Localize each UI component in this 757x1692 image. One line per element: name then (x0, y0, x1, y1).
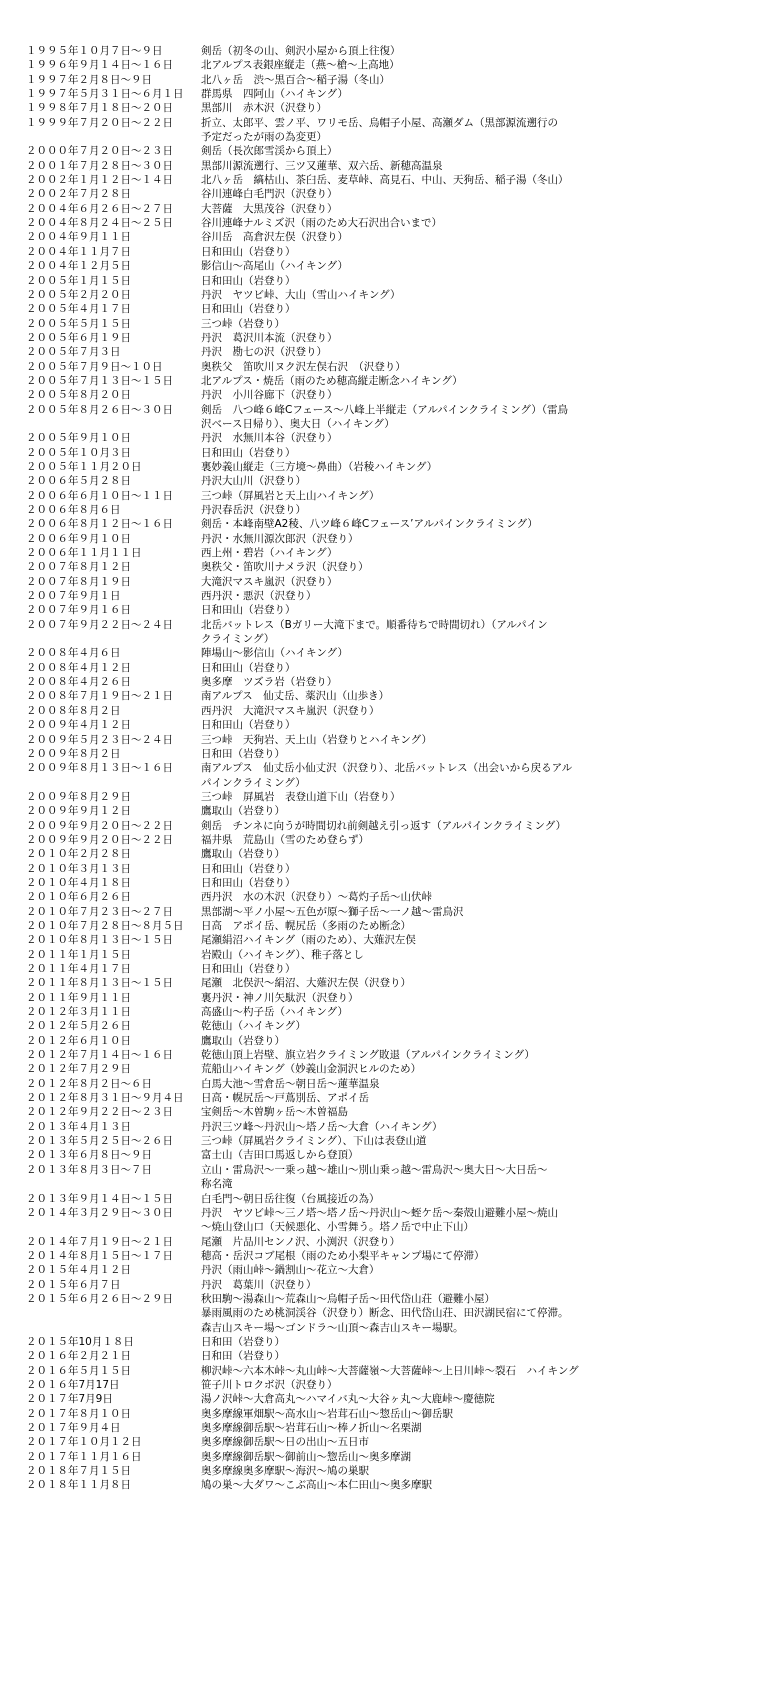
log-entry (26, 159, 746, 173)
log-entry (26, 1392, 746, 1406)
log-entry (26, 761, 746, 790)
entry-date: ２０１７年１１月１６日 (26, 1450, 142, 1463)
log-entry (26, 345, 746, 359)
entry-description: 丹沢三ツ峰～丹沢山～塔ノ岳～大倉（ハイキング） (201, 1120, 443, 1133)
entry-date: ２００５年６月１９日 (26, 331, 131, 344)
log-entry (26, 187, 746, 201)
climbing-log-list (26, 44, 746, 1493)
log-entry (26, 517, 746, 531)
entry-date: １９９９年７月２０日～２２日 (26, 116, 173, 129)
entry-date: ２００９年９月２０日～２２日 (26, 819, 173, 832)
log-entry (26, 446, 746, 460)
log-entry (26, 1206, 746, 1235)
entry-description: 南アルプス 仙丈岳、薬沢山（山歩き） (201, 690, 390, 703)
entry-date: １９９８年７月１８日～２０日 (26, 102, 173, 115)
log-entry (26, 1034, 746, 1048)
entry-description: 日高・幌尻岳～戸蔦別岳、アポイ岳 (201, 1092, 369, 1105)
log-entry (26, 1278, 746, 1292)
entry-date: ２０１５年４月１２日 (26, 1264, 131, 1277)
entry-description: 北八ヶ岳 渋～黒百合～稲子湯（冬山） (201, 73, 390, 86)
entry-description: 奥多摩線御岳駅～日の出山～五日市 (201, 1436, 369, 1449)
log-entry (26, 1019, 746, 1033)
log-entry (26, 689, 746, 703)
entry-description: 丹沢・水無川源次郎沢（沢登り） (201, 532, 359, 545)
entry-date: ２０１８年７月１５日 (26, 1465, 131, 1478)
log-entry (26, 1435, 746, 1449)
log-entry (26, 87, 746, 101)
entry-date: ２０１０年２月２８日 (26, 848, 131, 861)
entry-date: ２０１０年７月２３日～２７日 (26, 905, 173, 918)
entry-description: 湯ノ沢峠～大倉高丸～ハマイバ丸～大谷ヶ丸～大鹿峠～慶徳院 (201, 1393, 495, 1406)
entry-description: 日和田山（岩登り） (201, 446, 296, 459)
entry-description: 南アルプス 仙丈岳小仙丈沢（沢登り）、北岳バットレス（出会いから戻るアル パインクライミング） (201, 762, 573, 789)
entry-description: 西丹沢 水の木沢（沢登り）～葛灼子岳～山伏峠 (201, 891, 432, 904)
entry-description: 折立、太郎平、雲ノ平、ワリモ岳、烏帽子小屋、高瀬ダム（黒部源流遡行の 予定だったが雨の為変更） (201, 116, 558, 144)
entry-description: 大滝沢マスキ嵐沢（沢登り） (201, 575, 338, 588)
log-entry (26, 288, 746, 302)
log-entry (26, 976, 746, 990)
entry-date: ２０１２年７月１４日～１６日 (26, 1049, 173, 1062)
log-entry (26, 360, 746, 374)
log-entry (26, 1048, 746, 1062)
log-entry (26, 675, 746, 689)
entry-date: ２０１０年８月１３日～１５日 (26, 934, 173, 947)
log-entry (26, 532, 746, 546)
log-entry (26, 962, 746, 976)
entry-date: ２００６年６月１０日～１１日 (26, 489, 173, 502)
entry-description: 丹沢 小川谷廊下（沢登り） (201, 389, 338, 402)
log-entry (26, 230, 746, 244)
entry-date: ２００４年６月２６日～２７日 (26, 202, 173, 215)
log-entry (26, 890, 746, 904)
entry-description: 笹子川トロクボ沢（沢登り） (201, 1378, 338, 1391)
entry-date: ２０１７年９月４日 (26, 1422, 121, 1434)
entry-date: ２００４年１１月７日 (26, 245, 131, 258)
log-entry (26, 474, 746, 488)
entry-description: 鷹取山（岩登り） (201, 805, 285, 818)
entry-description: 谷川岳 高倉沢左俣（沢登り） (201, 231, 348, 244)
log-entry (26, 919, 746, 933)
log-entry (26, 1163, 746, 1192)
entry-date: ２０１１年４月１７日 (26, 963, 131, 975)
entry-date: ２０１６年５月１５日 (26, 1364, 131, 1377)
entry-description: 陣場山～影信山（ハイキング） (201, 647, 348, 660)
entry-date: ２００８年４月１２日 (26, 661, 131, 674)
log-entry (26, 991, 746, 1005)
log-entry (26, 73, 746, 87)
entry-description: 日和田山（岩登り） (201, 876, 296, 889)
entry-description: 丹沢春岳沢（沢登り） (201, 504, 306, 516)
log-entry (26, 116, 746, 145)
entry-description: 谷川連峰ナルミズ沢（雨のため大石沢出合いまで） (201, 217, 442, 230)
entry-date: ２０１５年６月２６日～２９日 (26, 1292, 173, 1305)
log-entry (26, 1263, 746, 1277)
log-entry (26, 1077, 746, 1091)
entry-date: １９９６年９月１４日～１６日 (26, 59, 173, 72)
entry-date: ２０１１年１月１５日 (26, 948, 131, 961)
entry-date: １９９７年２月８日～９日 (26, 73, 152, 86)
entry-description: 大菩薩 大黒茂谷（沢登り） (201, 202, 338, 215)
entry-description: 西丹沢 大滝沢マスキ嵐沢（沢登り） (201, 704, 380, 717)
log-entry (26, 1335, 746, 1349)
log-entry (26, 144, 746, 158)
log-entry (26, 1421, 746, 1435)
entry-description: 日和田山（岩登り） (201, 862, 296, 875)
entry-date: ２０１２年８月３１日～９月４日 (26, 1092, 184, 1105)
entry-date: ２００７年９月１６日 (26, 604, 131, 617)
entry-description: 乾徳山（ハイキング） (201, 1020, 306, 1033)
entry-date: ２００９年５月２３日～２４日 (26, 733, 173, 746)
entry-description: 尾瀬 片品川センノ沢、小渕沢（沢登り） (201, 1235, 401, 1248)
entry-date: ２００８年８月２日 (26, 704, 121, 717)
log-entry (26, 489, 746, 503)
log-entry (26, 876, 746, 890)
log-entry (26, 1005, 746, 1019)
log-entry (26, 245, 746, 259)
entry-description: 日和田（岩登り） (201, 747, 285, 760)
entry-description: 日和田（岩登り） (201, 1350, 285, 1363)
entry-description: 日和田山（岩登り） (201, 303, 296, 316)
entry-description: 剣岳（初冬の山、剣沢小屋から頂上往復） (201, 45, 401, 57)
entry-date: ２０１３年８月３日～７日 (26, 1163, 152, 1176)
entry-date: ２００９年８月２日 (26, 747, 121, 760)
entry-description: 三つ峠（岩登り） (201, 317, 285, 330)
entry-date: ２０１２年９月２２日～２３日 (26, 1106, 173, 1119)
entry-description: 日和田（岩登り） (201, 1335, 285, 1348)
entry-description: 白馬大池～雪倉岳～朝日岳～蓮華温泉 (201, 1077, 380, 1090)
entry-description: 丹沢 ヤツビ峠～三ノ塔～塔ノ岳～丹沢山～蛭ケ岳～秦殻山避難小屋～焼山 ～焼山登山口（天候悪化、小雪舞う。塔ノ岳で中止下山） (201, 1206, 558, 1234)
log-entry (26, 1464, 746, 1478)
entry-description: 立山・雷鳥沢～一乗っ越～雄山～別山乗っ越～雷鳥沢～奥大日～大日岳～ 称名滝 (201, 1163, 548, 1191)
entry-date: ２０１３年４月１３日 (26, 1120, 131, 1133)
entry-date: ２０１３年６月８日～９日 (26, 1149, 152, 1162)
entry-date: ２０１２年６月１０日 (26, 1034, 131, 1047)
entry-description: 裏丹沢・神ノ川矢駄沢（沢登り） (201, 991, 359, 1004)
entry-date: ２０１７年８月１０日 (26, 1407, 131, 1420)
log-entry (26, 603, 746, 617)
log-entry (26, 575, 746, 589)
entry-date: ２０１１年９月１１日 (26, 991, 131, 1004)
entry-description: 北アルプス・焼岳（雨のため穂高縦走断念ハイキング） (201, 374, 463, 387)
entry-description: 尾瀬 北俣沢～絹沼、大薙沢左俣（沢登り） (201, 977, 411, 990)
entry-date: ２０１２年７月２９日 (26, 1063, 131, 1076)
entry-description: 日和田山（岩登り） (201, 604, 296, 617)
entry-description: 日和田山（岩登り） (201, 245, 296, 258)
log-entry (26, 804, 746, 818)
log-entry (26, 1478, 746, 1492)
log-entry (26, 1450, 746, 1464)
entry-description: 奥多摩線御岳駅～御前山～惣岳山～奥多摩湖 (201, 1450, 411, 1463)
entry-description: 日和田山（岩登り） (201, 963, 296, 975)
entry-date: ２０１４年８月１５日～１７日 (26, 1249, 173, 1262)
entry-description: 奥多摩線御岳駅～岩茸石山～棒ノ折山～名栗湖 (201, 1422, 422, 1434)
entry-description: 丹沢 葛沢川本流（沢登り） (201, 331, 338, 344)
entry-description: 丹沢 ヤツビ峠、大山（雪山ハイキング） (201, 288, 401, 301)
entry-date: ２００１年７月２８日～３０日 (26, 159, 173, 172)
entry-date: ２００９年８月１３日～１６日 (26, 762, 173, 775)
entry-date: ２０１５年６月７日 (26, 1278, 121, 1291)
entry-date: ２００５年７月１３日～１５日 (26, 374, 173, 387)
log-entry (26, 1249, 746, 1263)
entry-description: 三つ峠（屏風岩と天上山ハイキング） (201, 489, 380, 502)
entry-description: 三つ峠（屏風岩クライミング）、下山は表登山道 (201, 1135, 427, 1148)
log-entry (26, 460, 746, 474)
entry-date: ２０１１年８月１３日～１５日 (26, 977, 173, 990)
entry-date: ２００６年１１月１１日 (26, 547, 142, 560)
entry-date: ２００７年９月１日 (26, 590, 121, 603)
log-entry (26, 374, 746, 388)
entry-date: ２００７年９月２２日～２４日 (26, 618, 173, 631)
entry-date: ２０１０年７月２８日～８月５日 (26, 919, 184, 932)
entry-description: 高盛山～杓子岳（ハイキング） (201, 1006, 348, 1019)
entry-date: ２００９年９月１２日 (26, 805, 131, 818)
entry-date: ２００８年４月６日 (26, 647, 121, 660)
entry-description: 丹沢 水無川本谷（沢登り） (201, 432, 338, 445)
entry-description: 北アルプス表銀座縦走（燕～槍～上高地） (201, 59, 400, 72)
log-entry (26, 546, 746, 560)
log-entry (26, 661, 746, 675)
log-entry (26, 589, 746, 603)
log-entry (26, 704, 746, 718)
log-entry (26, 747, 746, 761)
log-entry (26, 317, 746, 331)
entry-description: 日高 アポイ岳、幌尻岳（多雨のため断念） (201, 919, 411, 932)
entry-date: ２０１３年５月２５日～２６日 (26, 1135, 173, 1148)
log-entry (26, 302, 746, 316)
entry-date: ２０１２年３月１１日 (26, 1006, 131, 1019)
log-entry (26, 101, 746, 115)
log-entry (26, 560, 746, 574)
entry-date: ２００９年８月２９日 (26, 790, 131, 803)
entry-date: ２００５年４月１７日 (26, 303, 131, 316)
entry-description: 丹沢 葛葉川（沢登り） (201, 1278, 317, 1291)
log-entry (26, 58, 746, 72)
log-entry (26, 862, 746, 876)
entry-description: 三つ峠 天狗岩、天上山（岩登りとハイキング） (201, 733, 432, 746)
entry-description: 富士山（吉田口馬返しから登頂） (201, 1149, 359, 1162)
entry-date: ２０１７年7月9日 (26, 1393, 113, 1406)
entry-date: １９９５年１０月７日～９日 (26, 45, 163, 57)
entry-date: ２００６年８月１２日～１６日 (26, 518, 173, 531)
entry-date: ２００４年１２月５日 (26, 260, 131, 273)
entry-description: 奥多摩線軍畑駅～高水山～岩茸石山～惣岳山～御岳駅 (201, 1407, 453, 1420)
entry-description: 北八ヶ岳 縞枯山、茶臼岳、麦草峠、高見石、中山、天狗岳、稲子湯（冬山） (201, 174, 569, 187)
entry-date: ２００５年７月３日 (26, 346, 121, 359)
entry-date: ２０００年７月２０日～２３日 (26, 145, 173, 158)
entry-date: ２０１０年６月２６日 (26, 891, 131, 904)
log-entry (26, 1091, 746, 1105)
log-entry (26, 1378, 746, 1392)
entry-date: ２００７年８月１２日 (26, 561, 131, 574)
entry-description: 鷹取山（岩登り） (201, 848, 285, 861)
log-entry (26, 1120, 746, 1134)
log-entry (26, 847, 746, 861)
entry-date: ２０１４年７月１９日～２１日 (26, 1235, 173, 1248)
log-entry (26, 202, 746, 216)
log-entry (26, 948, 746, 962)
log-entry (26, 1062, 746, 1076)
entry-date: ２０１０年３月１３日 (26, 862, 131, 875)
entry-description: 穂高・岳沢コブ尾根（雨のため小梨平キャンプ場にて停滞） (201, 1249, 485, 1262)
log-entry (26, 833, 746, 847)
log-entry (26, 274, 746, 288)
entry-description: 乾徳山頂上岩壁、旗立岩クライミング敗退（アルパインクライミング） (201, 1049, 535, 1062)
entry-description: 岩殿山（ハイキング）、稚子落とし (201, 948, 364, 961)
log-entry (26, 1349, 746, 1363)
entry-description: 谷川連峰白毛門沢（沢登り） (201, 188, 338, 201)
log-entry (26, 718, 746, 732)
entry-date: ２０１２年５月２６日 (26, 1020, 131, 1033)
entry-date: ２０１６年２月２１日 (26, 1350, 131, 1363)
log-entry (26, 259, 746, 273)
log-entry (26, 933, 746, 947)
entry-description: 日和田山（岩登り） (201, 661, 296, 674)
entry-description: 黒部川 赤木沢（沢登り） (201, 102, 327, 115)
entry-date: ２００５年８月２０日 (26, 389, 131, 402)
entry-date: ２００５年２月２０日 (26, 288, 131, 301)
entry-date: ２０１８年１１月８日 (26, 1479, 131, 1492)
log-entry (26, 173, 746, 187)
entry-description: 日和田山（岩登り） (201, 274, 296, 287)
entry-description: 日和田山（岩登り） (201, 719, 296, 732)
entry-date: ２０１７年１０月１２日 (26, 1436, 142, 1449)
log-entry (26, 1148, 746, 1162)
entry-date: ２００７年８月１９日 (26, 575, 131, 588)
log-entry (26, 44, 746, 58)
entry-date: ２００５年９月１０日 (26, 432, 131, 445)
log-entry (26, 1192, 746, 1206)
entry-description: 奥秩父 笛吹川ヌク沢左俣右沢 （沢登り） (201, 360, 406, 373)
entry-date: ２００５年１月１５日 (26, 274, 131, 287)
log-entry (26, 905, 746, 919)
entry-date: ２００５年５月１５日 (26, 317, 131, 330)
entry-description: 西上州・碧岩（ハイキング） (201, 547, 338, 560)
entry-description: 丹沢大山川（沢登り） (201, 475, 306, 488)
log-entry (26, 1364, 746, 1378)
entry-date: ２００６年９月１０日 (26, 532, 131, 545)
log-entry (26, 1235, 746, 1249)
entry-description: 剣岳 八つ峰６峰Cフェース～八峰上半縦走（アルパインクライミング）（雷鳥 沢ベース日帰り）、奥大日（ハイキング） (201, 403, 568, 430)
entry-description: 奥秩父・笛吹川ナメラ沢（沢登り） (201, 561, 369, 574)
entry-description: 西丹沢・悪沢（沢登り） (201, 590, 317, 603)
entry-description: 鳩の巣～大ダワ～こぶ高山～本仁田山～奥多摩駅 (201, 1479, 432, 1492)
log-entry (26, 733, 746, 747)
entry-date: ２０１３年９月１４日～１５日 (26, 1192, 173, 1205)
entry-date: ２００６年５月２８日 (26, 475, 131, 488)
entry-date: ２００５年１１月２０日 (26, 460, 142, 473)
log-entry (26, 216, 746, 230)
entry-description: 福井県 荒島山（雪のため登らず） (201, 833, 369, 846)
entry-description: 奥多摩線奥多摩駅～海沢～鳩の巣駅 (201, 1465, 369, 1478)
log-entry (26, 503, 746, 517)
entry-date: ２００８年７月１９日～２１日 (26, 690, 173, 703)
entry-description: 柳沢峠～六本木峠～丸山峠～大菩薩嶺～大菩薩峠～上日川峠～裂石 ハイキング (201, 1364, 579, 1377)
entry-date: ２００２年７月２８日 (26, 188, 131, 201)
entry-description: 荒船山ハイキング（妙義山金洞沢ヒルのため） (201, 1063, 422, 1076)
log-entry (26, 819, 746, 833)
entry-date: ２００５年７月９日～１０日 (26, 360, 163, 373)
entry-description: 影信山～高尾山（ハイキング） (201, 260, 348, 273)
log-entry (26, 790, 746, 804)
entry-date: ２００２年１月１２日～１４日 (26, 174, 173, 187)
entry-description: 白毛門～朝日岳往復（台風接近の為） (201, 1192, 380, 1205)
log-entry (26, 1134, 746, 1148)
log-entry (26, 1292, 746, 1335)
entry-date: ２００５年８月２６日～３０日 (26, 403, 173, 416)
log-entry (26, 618, 746, 647)
entry-description: 丹沢 勘七の沢（沢登り） (201, 346, 327, 359)
entry-description: 剣岳（長次郎雪渓から頂上） (201, 145, 338, 158)
entry-date: ２０１４年３月２９日～３０日 (26, 1206, 173, 1219)
entry-date: ２０１５年10月１８日 (26, 1335, 134, 1348)
log-entry (26, 331, 746, 345)
entry-date: ２００４年９月１１日 (26, 231, 131, 244)
entry-description: 裏妙義山縦走（三方境～鼻曲）（岩稜ハイキング） (201, 460, 438, 473)
log-entry (26, 431, 746, 445)
entry-description: 奥多摩 ツズラ岩（岩登り） (201, 676, 338, 689)
entry-date: ２００５年１０月３日 (26, 446, 131, 459)
entry-date: １９９７年５月３１日～６月１日 (26, 88, 184, 101)
entry-date: ２００４年８月２４日～２５日 (26, 217, 173, 230)
log-entry (26, 1407, 746, 1421)
entry-description: 秋田駒～湯森山～荒森山～烏帽子岳～田代岱山荘（避難小屋） 暴雨風雨のため桃洞渓谷（沢登り）断念、田代岱山荘、田沢湖民宿にて停滞。 森吉山スキー場～ゴンドラ～山頂～森吉山スキー場駅。 (201, 1292, 569, 1334)
entry-date: ２０１６年7月17日 (26, 1378, 120, 1391)
entry-description: 鷹取山（岩登り） (201, 1034, 285, 1047)
log-entry (26, 403, 746, 432)
entry-description: 宝剣岳～木曽駒ヶ岳～木曽福島 (201, 1106, 348, 1119)
entry-description: 尾瀬絹沼ハイキング（雨のため）、大薙沢左俣 (201, 934, 416, 947)
entry-date: ２０１０年４月１８日 (26, 876, 131, 889)
entry-description: 三つ峠 屏風岩 表登山道下山（岩登り） (201, 790, 401, 803)
log-entry (26, 388, 746, 402)
entry-description: 黒部川源流遡行、三ツ又蓮華、双六岳、新穂高温泉 (201, 159, 443, 172)
log-entry (26, 1105, 746, 1119)
entry-description: 剣岳・本峰南壁A2稜、八ツ峰６峰Cフェース’アルパインクライミング） (201, 518, 538, 531)
entry-date: ２００９年４月１２日 (26, 719, 131, 732)
entry-date: ２０１２年８月２日～６日 (26, 1077, 152, 1090)
entry-description: 黒部湖～平ノ小屋～五色が原～獅子岳～一ノ越～雷鳥沢 (201, 905, 464, 918)
entry-description: 剣岳 チンネに向うが時間切れ前剣越え引っ返す（アルパインクライミング） (201, 819, 567, 832)
entry-description: 丹沢（雨山峠～鍋割山～花立～大倉） (201, 1264, 380, 1277)
entry-description: 北岳バットレス（Bガリー大滝下まで。順番待ちで時間切れ）（アルパイン クライミング） (201, 618, 548, 646)
entry-description: 群馬県 四阿山（ハイキング） (201, 88, 348, 101)
entry-date: ２００６年８月６日 (26, 504, 121, 516)
entry-date: ２００８年４月２６日 (26, 676, 131, 689)
entry-date: ２００９年９月２０日～２２日 (26, 833, 173, 846)
log-entry (26, 646, 746, 660)
